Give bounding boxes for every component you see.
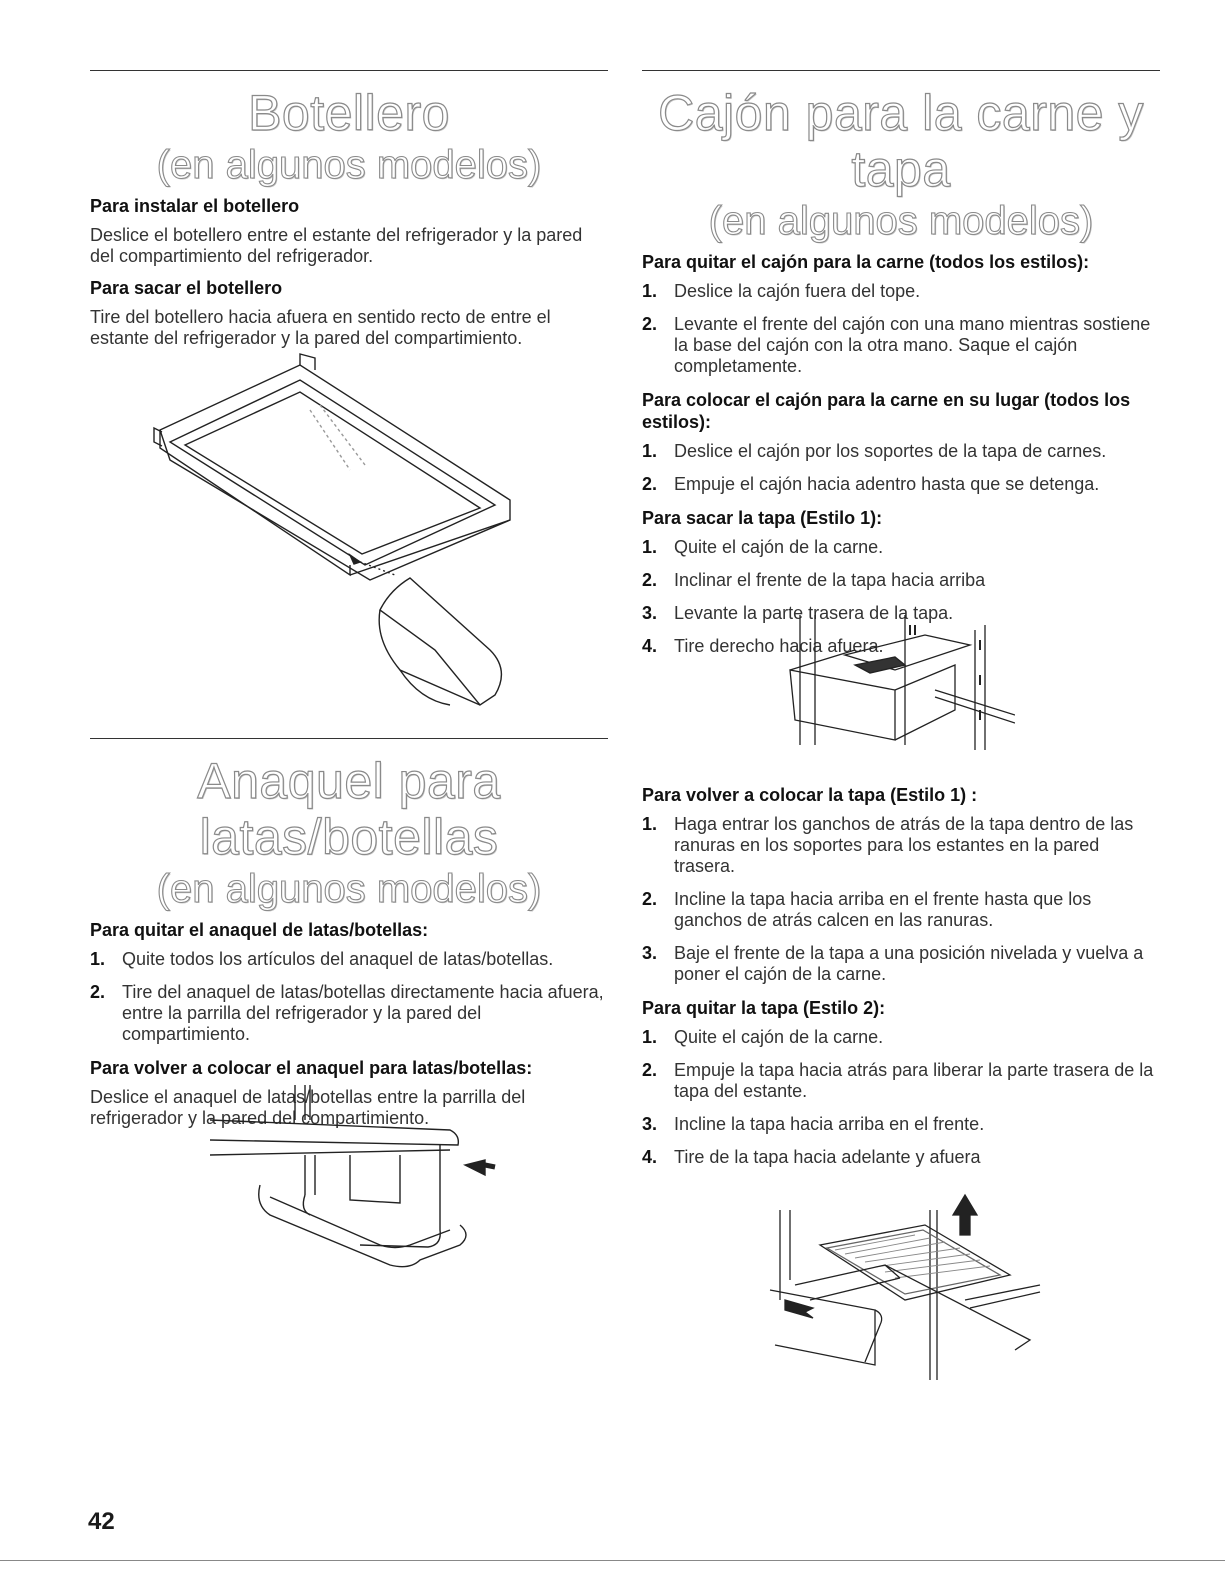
section-divider [90, 70, 608, 71]
list-item: 2. Empuje la tapa hacia atrás para liberar la parte trasera de la tapa del estante. [642, 1060, 1154, 1101]
list-item: 1. Haga entrar los ganchos de atrás de la tapa dentro de las ranuras en los soportes para los estantes en la pared trasera. [642, 814, 1134, 876]
list-item: 4. Tire de la tapa hacia adelante y afuera [642, 1147, 981, 1167]
anaquel-replace-text: Deslice el anaquel de latas/botellas entre la parrilla del refrigerador y la pared del compartimiento. [90, 1087, 526, 1128]
replace-drawer-heading: Para colocar el cajón para la carne en su lugar (todos los estilos): [642, 390, 1131, 432]
remove-drawer-steps [642, 281, 1160, 377]
replace-cover1-steps [642, 814, 1160, 985]
list-item: 3. Levante la parte trasera de la tapa. [642, 603, 954, 623]
bottom-divider [0, 1560, 1225, 1561]
wine-rack-illustration [150, 350, 550, 720]
remove-cover1-heading: Para sacar la tapa (Estilo 1): [642, 508, 883, 528]
replace-drawer-steps [642, 441, 1160, 495]
right-column [642, 70, 1160, 669]
remove-cover2-heading: Para quitar la tapa (Estilo 2): [642, 998, 886, 1018]
remove-cover2-steps [642, 1027, 1160, 1168]
left-column [90, 70, 608, 359]
list-item: 2. Levante el frente del cajón con una mano mientras sostiene la base del cajón con la otra mano. Saque el cajón completamente. [642, 314, 1151, 376]
anaquel-title: Anaquel para latas/botellas [197, 753, 501, 865]
list-item: 2. Empuje el cajón hacia adentro hasta que se detenga. [642, 474, 1100, 494]
section-divider [90, 738, 608, 739]
list-item: 2. Incline la tapa hacia arriba en el frente hasta que los ganchos de atrás calcen en las ranuras. [642, 889, 1092, 930]
page-number: 42 [88, 1508, 115, 1535]
anaquel-subtitle: (en algunos modelos) [156, 867, 542, 911]
list-item: 2. Inclinar el frente de la tapa hacia arriba [642, 570, 986, 590]
section-divider [642, 70, 1160, 71]
anaquel-remove-heading: Para quitar el anaquel de latas/botellas: [90, 920, 429, 940]
install-heading: Para instalar el botellero [90, 196, 300, 216]
botellero-subtitle: (en algunos modelos) [156, 143, 542, 187]
drawer-cover-style2-illustration [765, 1190, 1045, 1385]
list-item: 1. Quite el cajón de la carne. [642, 537, 884, 557]
anaquel-replace-heading: Para volver a colocar el anaquel para latas/botellas: [90, 1058, 533, 1078]
cajon-title: Cajón para la carne y tapa [658, 85, 1144, 197]
remove-text: Tire del botellero hacia afuera en sentido recto de entre el estante del refrigerador y la pared del compartimiento. [90, 307, 551, 348]
anaquel-remove-steps [90, 949, 608, 1045]
list-item: 4. Tire derecho hacia afuera. [642, 636, 884, 656]
replace-cover1-section [642, 778, 1160, 1180]
list-item: 1. Deslice el cajón por los soportes de la tapa de carnes. [642, 441, 1107, 461]
cajon-subtitle: (en algunos modelos) [708, 199, 1094, 243]
list-item: 2. Tire del anaquel de latas/botellas directamente hacia afuera, entre la parrilla del refrigerador y la pared del compartimiento. [90, 982, 604, 1044]
list-item: 1. Quite el cajón de la carne. [642, 1027, 884, 1047]
botellero-title: Botellero [248, 85, 450, 141]
replace-cover1-heading: Para volver a colocar la tapa (Estilo 1) : [642, 785, 978, 805]
drawer-cover-style1-illustration [785, 615, 1015, 755]
anaquel-section [90, 738, 608, 1139]
remove-heading: Para sacar el botellero [90, 278, 283, 298]
list-item: 3. Baje el frente de la tapa a una posición nivelada y vuelva a poner el cajón de la carne. [642, 943, 1144, 984]
list-item: 1. Quite todos los artículos del anaquel de latas/botellas. [90, 949, 554, 969]
install-text: Deslice el botellero entre el estante del refrigerador y la pared del compartimiento del refrigerador. [90, 225, 583, 266]
list-item: 1. Deslice la cajón fuera del tope. [642, 281, 921, 301]
remove-drawer-heading: Para quitar el cajón para la carne (todos los estilos): [642, 252, 1090, 272]
can-rack-illustration [210, 1085, 500, 1275]
list-item: 3. Incline la tapa hacia arriba en el frente. [642, 1114, 985, 1134]
